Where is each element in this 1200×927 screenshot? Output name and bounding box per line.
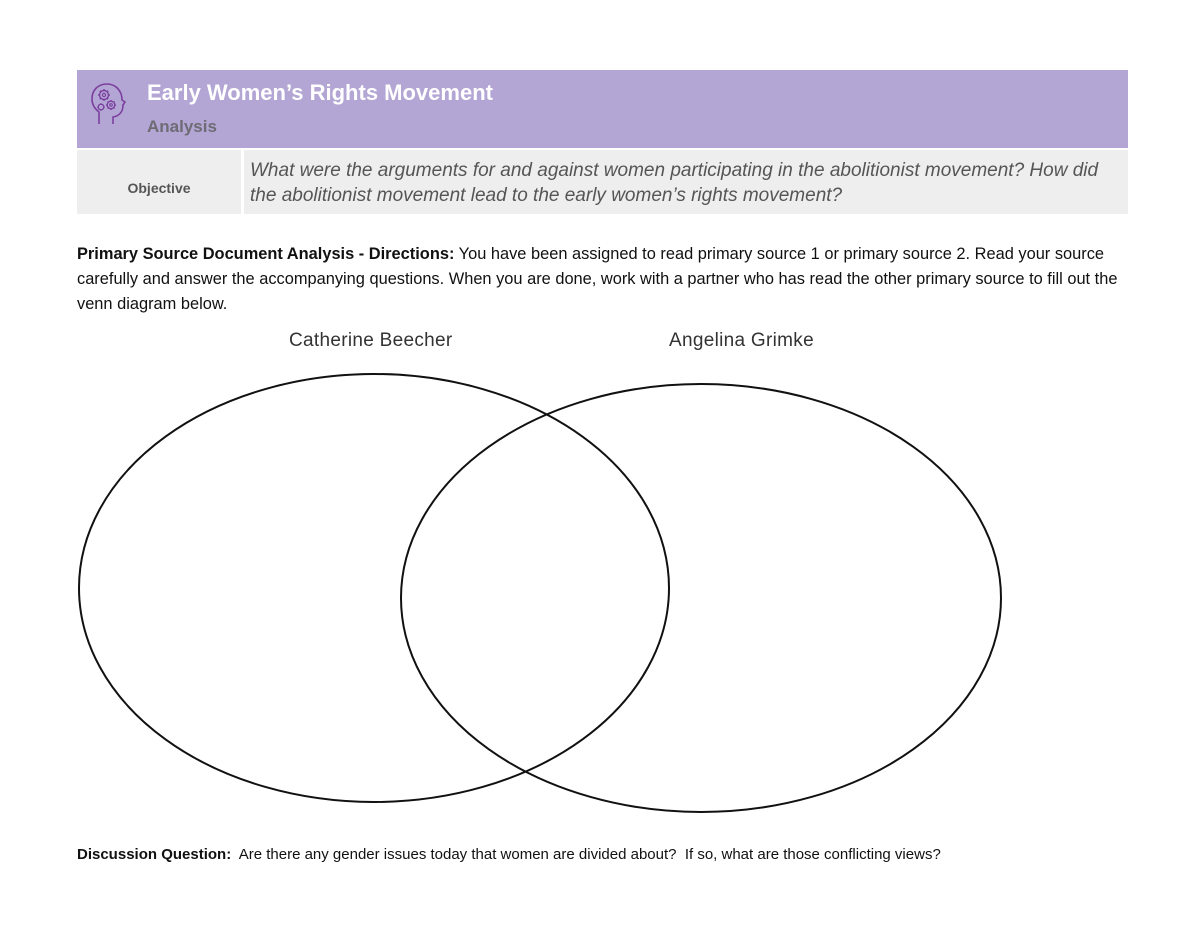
discussion-question [77, 845, 1137, 865]
discussion-lead: Discussion Question: [77, 846, 232, 863]
venn-left-label: Catherine Beecher [289, 330, 453, 351]
objective-label: Objective [127, 180, 191, 196]
venn-right-label: Angelina Grimke [669, 330, 814, 351]
venn-right-circle[interactable] [401, 384, 1001, 812]
objective-text: What were the arguments for and against women participating in the abolitionist movement? How did the abolitionist movement lead to the early women’s rights movement? [250, 160, 1099, 206]
discussion-body: Are there any gender issues today that women are divided about? If so, what are those conflicting views? [231, 846, 941, 863]
document-subtitle: Analysis [147, 117, 217, 136]
directions-body: You have been assigned to read primary source 1 or primary source 2. Read your source carefully and answer the accompanying questions. When you are done, work with a partner who has read the other primary source to fill out the venn diagram below. [77, 245, 1118, 313]
document-title: Early Women’s Rights Movement [147, 80, 493, 105]
venn-left-circle[interactable] [79, 374, 669, 802]
directions-lead: Primary Source Document Analysis - Directions: [77, 245, 455, 263]
